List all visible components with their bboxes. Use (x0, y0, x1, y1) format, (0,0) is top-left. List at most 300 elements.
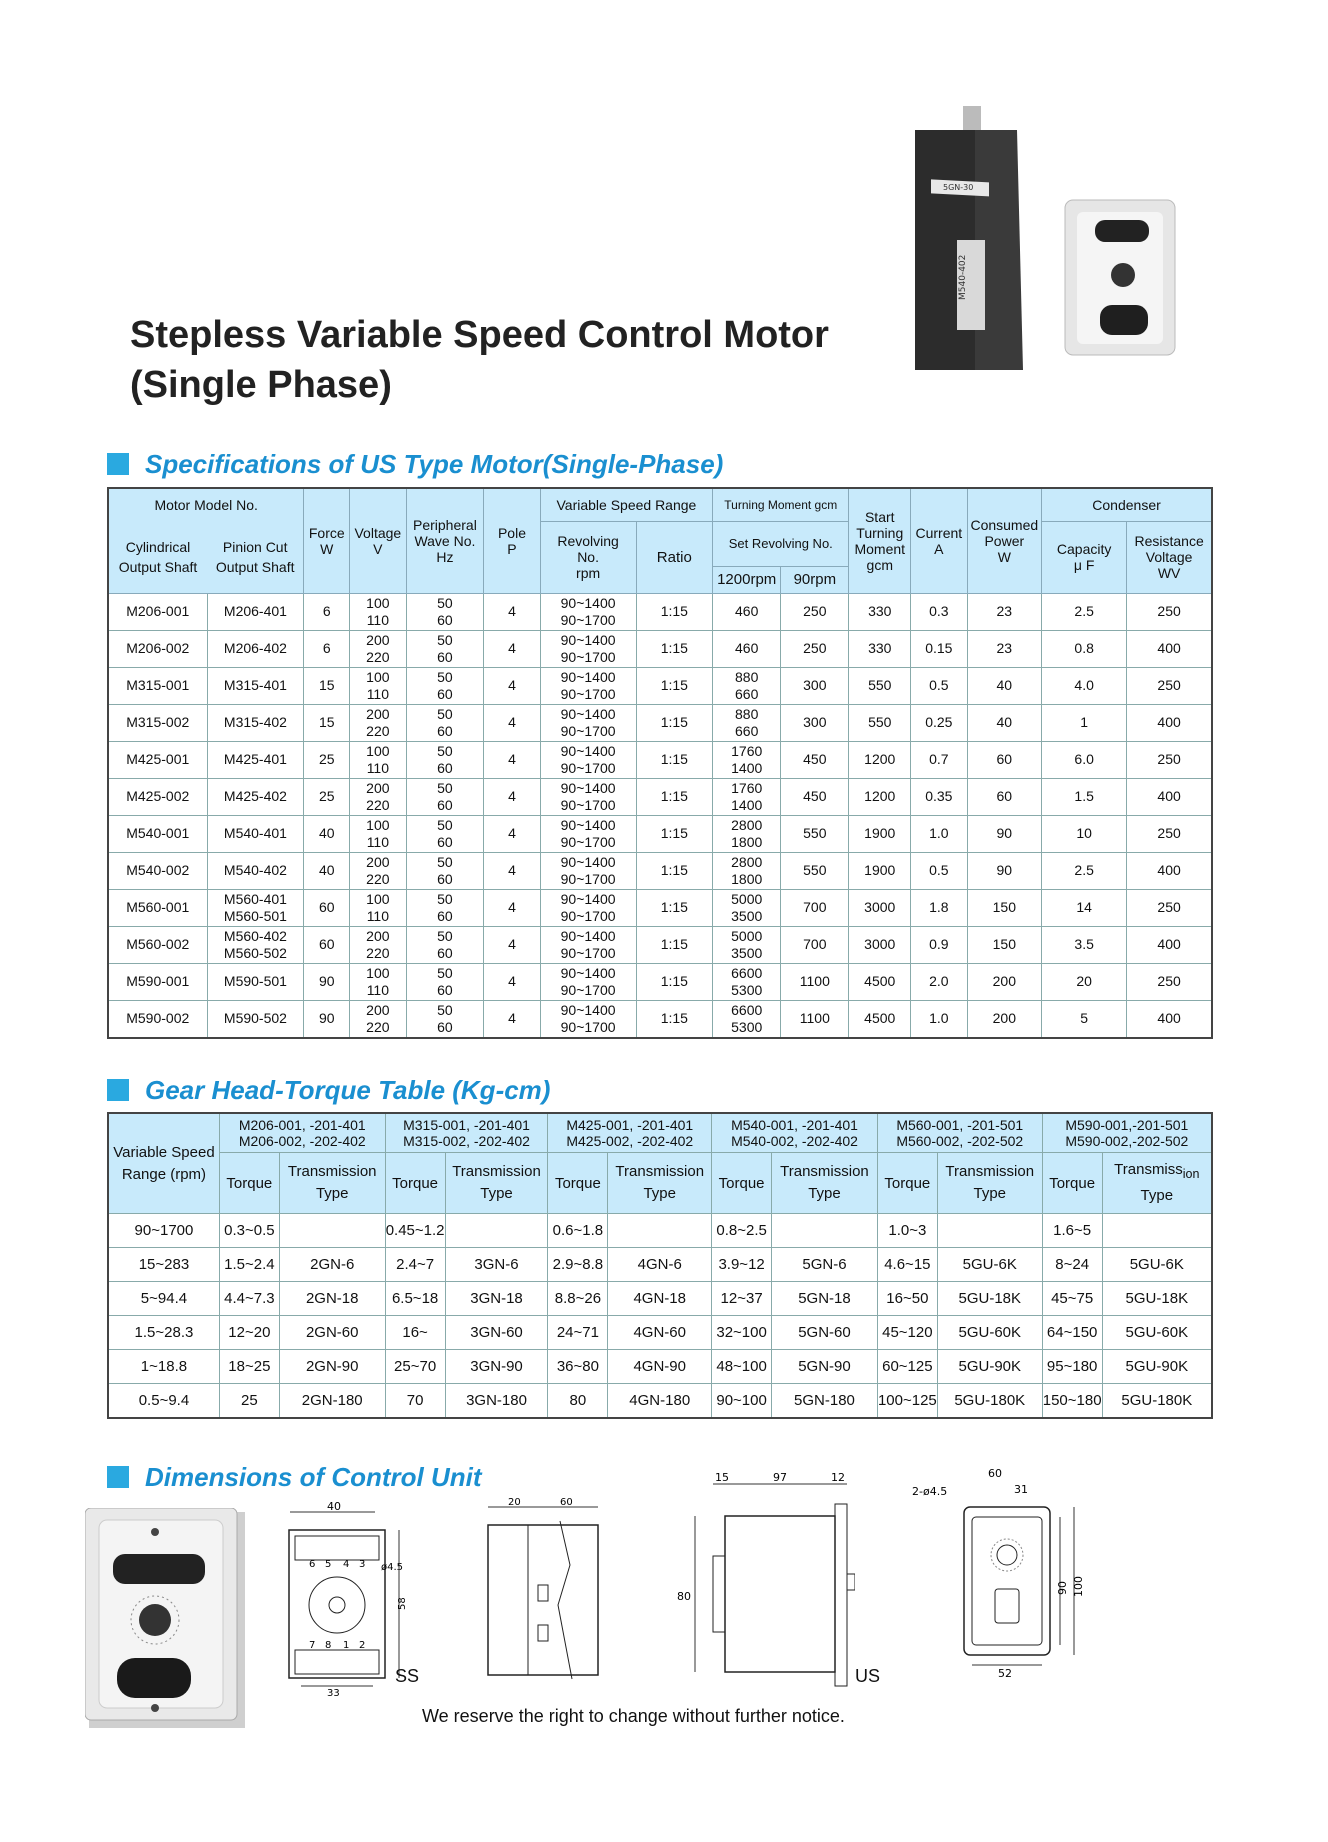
gear-type-cell (772, 1214, 878, 1248)
capacity-header: Capacity μ F (1042, 521, 1127, 593)
spec-cell-rev: 90~1400 90~1700 (540, 593, 636, 630)
gear-torque-header: Torque (712, 1153, 772, 1214)
gear-torque-cell: 32~100 (712, 1316, 772, 1350)
spec-cell-wv: 400 (1127, 1000, 1212, 1038)
spec-cell-force: 90 (304, 963, 350, 1000)
condenser-header: Condenser (1042, 488, 1212, 521)
spec-cell-force: 6 (304, 630, 350, 667)
spec-cell-cap: 3.5 (1042, 926, 1127, 963)
pin-8: 8 (325, 1640, 332, 1651)
gear-torque-cell: 150~180 (1042, 1384, 1102, 1419)
spec-cell-start: 1200 (849, 741, 911, 778)
gear-type-cell: 4GN-60 (608, 1316, 712, 1350)
spec-cell-cap: 10 (1042, 815, 1127, 852)
motor-label: 5GN-30 (943, 183, 974, 192)
gear-vsr-header: Variable Speed Range (rpm) (108, 1113, 219, 1214)
dim-100: 100 (1072, 1576, 1085, 1597)
gear-group-header-3: M425-001, -201-401 M425-002, -202-402 (548, 1113, 712, 1153)
spec-cell-wv: 250 (1127, 593, 1212, 630)
spec-row (108, 889, 1212, 926)
spec-cell-pin: M540-402 (207, 852, 304, 889)
spec-cell-pole: 4 (484, 926, 540, 963)
rpm1200-header: 1200rpm (713, 566, 781, 593)
gear-torque-cell: 6.5~18 (385, 1282, 445, 1316)
spec-cell-cap: 5 (1042, 1000, 1127, 1038)
gear-torque-cell: 1.5~2.4 (219, 1248, 279, 1282)
spec-cell-pole: 4 (484, 741, 540, 778)
spec-cell-wv: 250 (1127, 815, 1212, 852)
gear-torque-cell: 90~100 (712, 1384, 772, 1419)
ss-label: SS (395, 1666, 420, 1686)
gear-type-cell: 4GN-90 (608, 1350, 712, 1384)
motor-model-header: Motor Model No. (108, 488, 304, 521)
spec-cell-volt: 100 110 (350, 963, 406, 1000)
spec-cell-r90: 300 (781, 704, 849, 741)
spec-cell-r90: 550 (781, 815, 849, 852)
current-header: Current A (911, 488, 967, 593)
footer-note: We reserve the right to change without further notice. (422, 1706, 845, 1726)
spec-cell-start: 330 (849, 630, 911, 667)
spec-cell-r90: 1100 (781, 963, 849, 1000)
spec-cell-pole: 4 (484, 667, 540, 704)
spec-cell-volt: 100 110 (350, 667, 406, 704)
spec-cell-start: 550 (849, 704, 911, 741)
gear-row (108, 1384, 1212, 1419)
spec-cell-cyl: M540-001 (108, 815, 207, 852)
dim-33: 33 (327, 1688, 340, 1699)
dim-60-front: 60 (988, 1467, 1002, 1480)
gear-type-cell: 2GN-6 (279, 1248, 385, 1282)
spec-cell-r90: 700 (781, 926, 849, 963)
gear-transmission-header: Transmiss$_{ion}$ Type (1102, 1153, 1212, 1214)
spec-cell-cap: 4.0 (1042, 667, 1127, 704)
gear-row (108, 1248, 1212, 1282)
gear-torque-cell: 0.8~2.5 (712, 1214, 772, 1248)
gear-torque-cell: 0.45~1.2 (385, 1214, 445, 1248)
gear-type-cell (445, 1214, 548, 1248)
pin-6: 6 (309, 1559, 316, 1570)
gear-type-cell: 2GN-60 (279, 1316, 385, 1350)
spec-cell-hz: 50 60 (406, 778, 484, 815)
spec-cell-cap: 2.5 (1042, 593, 1127, 630)
power-header: Consumed Power W (967, 488, 1042, 593)
gear-type-cell: 5GU-180K (1102, 1384, 1212, 1419)
gear-group-header-6: M590-001,-201-501 M590-002,-202-502 (1042, 1113, 1212, 1153)
spec-row (108, 667, 1212, 704)
wave-header: Peripheral Wave No. Hz (406, 488, 484, 593)
spec-cell-cur: 1.0 (911, 1000, 967, 1038)
spec-cell-cap: 6.0 (1042, 741, 1127, 778)
gear-type-cell: 2GN-180 (279, 1384, 385, 1419)
pinion-header: Pinion Cut Output Shaft (207, 521, 304, 593)
spec-cell-pow: 90 (967, 815, 1042, 852)
dim-40: 40 (327, 1500, 341, 1513)
spec-cell-ratio: 1:15 (636, 1000, 713, 1038)
gear-torque-cell: 0.6~1.8 (548, 1214, 608, 1248)
gear-torque-cell: 24~71 (548, 1316, 608, 1350)
start-moment-header: Start Turning Moment gcm (849, 488, 911, 593)
spec-cell-rev: 90~1400 90~1700 (540, 630, 636, 667)
spec-cell-pin: M206-401 (207, 593, 304, 630)
gear-torque-cell: 45~75 (1042, 1282, 1102, 1316)
gear-type-cell: 4GN-18 (608, 1282, 712, 1316)
gear-type-cell: 5GN-6 (772, 1248, 878, 1282)
gear-type-cell: 3GN-180 (445, 1384, 548, 1419)
spec-cell-ratio: 1:15 (636, 815, 713, 852)
spec-cell-hz: 50 60 (406, 889, 484, 926)
spec-cell-start: 330 (849, 593, 911, 630)
spec-cell-start: 1900 (849, 815, 911, 852)
spec-cell-r1200: 1760 1400 (713, 741, 781, 778)
spec-cell-cyl: M590-001 (108, 963, 207, 1000)
gear-group-header-1: M206-001, -201-401 M206-002, -202-402 (219, 1113, 385, 1153)
vsr-header: Variable Speed Range (540, 488, 712, 521)
spec-cell-rev: 90~1400 90~1700 (540, 1000, 636, 1038)
spec-cell-pow: 40 (967, 667, 1042, 704)
spec-cell-pole: 4 (484, 593, 540, 630)
gear-torque-header: Torque (877, 1153, 937, 1214)
spec-cell-cur: 0.35 (911, 778, 967, 815)
force-header: Force W (304, 488, 350, 593)
spec-cell-start: 3000 (849, 926, 911, 963)
gear-torque-header: Torque (385, 1153, 445, 1214)
spec-cell-rev: 90~1400 90~1700 (540, 963, 636, 1000)
spec-cell-cur: 0.3 (911, 593, 967, 630)
spec-cell-cyl: M560-001 (108, 889, 207, 926)
gear-type-cell: 5GU-6K (937, 1248, 1042, 1282)
spec-cell-cur: 2.0 (911, 963, 967, 1000)
gear-torque-cell: 1.6~5 (1042, 1214, 1102, 1248)
gear-type-cell: 5GN-90 (772, 1350, 878, 1384)
spec-cell-volt: 200 220 (350, 926, 406, 963)
gear-torque-cell: 25 (219, 1384, 279, 1419)
spec-cell-wv: 250 (1127, 667, 1212, 704)
rev-header: Revolving No. rpm (540, 521, 636, 593)
spec-cell-cap: 1 (1042, 704, 1127, 741)
spec-cell-pin: M560-402 M560-502 (207, 926, 304, 963)
spec-cell-pow: 150 (967, 889, 1042, 926)
spec-cell-volt: 200 220 (350, 852, 406, 889)
gear-row (108, 1350, 1212, 1384)
spec-cell-force: 25 (304, 778, 350, 815)
gear-type-cell: 3GN-90 (445, 1350, 548, 1384)
gear-torque-cell: 25~70 (385, 1350, 445, 1384)
spec-cell-force: 6 (304, 593, 350, 630)
spec-cell-cyl: M206-001 (108, 593, 207, 630)
resistance-header: Resistance Voltage WV (1127, 521, 1212, 593)
spec-cell-ratio: 1:15 (636, 963, 713, 1000)
spec-row (108, 852, 1212, 889)
spec-cell-r90: 250 (781, 593, 849, 630)
title-line-1: Stepless Variable Speed Control Motor (130, 314, 829, 356)
control-unit-photo (85, 1508, 250, 1733)
spec-cell-rev: 90~1400 90~1700 (540, 815, 636, 852)
dim-60-side: 60 (560, 1497, 573, 1508)
spec-cell-wv: 250 (1127, 889, 1212, 926)
spec-cell-pole: 4 (484, 815, 540, 852)
spec-cell-volt: 200 220 (350, 1000, 406, 1038)
gear-type-cell: 5GN-18 (772, 1282, 878, 1316)
spec-cell-cur: 0.5 (911, 852, 967, 889)
spec-cell-pin: M425-401 (207, 741, 304, 778)
spec-cell-r1200: 2800 1800 (713, 852, 781, 889)
spec-cell-pin: M560-401 M560-501 (207, 889, 304, 926)
spec-cell-rev: 90~1400 90~1700 (540, 926, 636, 963)
gear-torque-cell: 80 (548, 1384, 608, 1419)
spec-cell-hz: 50 60 (406, 704, 484, 741)
spec-cell-rev: 90~1400 90~1700 (540, 704, 636, 741)
spec-cell-volt: 100 110 (350, 593, 406, 630)
spec-table (107, 487, 1213, 1039)
spec-cell-ratio: 1:15 (636, 593, 713, 630)
spec-cell-cyl: M590-002 (108, 1000, 207, 1038)
page-title (130, 310, 829, 410)
gear-type-cell (608, 1214, 712, 1248)
gear-range-cell: 5~94.4 (108, 1282, 219, 1316)
gear-range-cell: 0.5~9.4 (108, 1384, 219, 1419)
spec-cell-pole: 4 (484, 1000, 540, 1038)
gear-torque-cell: 95~180 (1042, 1350, 1102, 1384)
spec-cell-start: 1200 (849, 778, 911, 815)
spec-cell-start: 4500 (849, 1000, 911, 1038)
spec-cell-hz: 50 60 (406, 593, 484, 630)
dim-80: 80 (677, 1590, 691, 1603)
spec-cell-rev: 90~1400 90~1700 (540, 667, 636, 704)
gear-torque-cell: 4.6~15 (877, 1248, 937, 1282)
spec-cell-pow: 40 (967, 704, 1042, 741)
spec-cell-wv: 250 (1127, 741, 1212, 778)
spec-cell-volt: 200 220 (350, 778, 406, 815)
voltage-header: Voltage V (350, 488, 406, 593)
spec-cell-r90: 1100 (781, 1000, 849, 1038)
gear-type-cell: 4GN-180 (608, 1384, 712, 1419)
us-label: US (855, 1666, 881, 1686)
gear-type-cell: 3GN-18 (445, 1282, 548, 1316)
gear-row (108, 1316, 1212, 1350)
spec-cell-r1200: 5000 3500 (713, 926, 781, 963)
spec-cell-r90: 550 (781, 852, 849, 889)
spec-cell-pole: 4 (484, 630, 540, 667)
spec-row (108, 741, 1212, 778)
spec-cell-cyl: M425-001 (108, 741, 207, 778)
gear-transmission-header: Transmission Type (279, 1153, 385, 1214)
gear-transmission-header: Transmission Type (608, 1153, 712, 1214)
gear-type-cell: 5GU-90K (1102, 1350, 1212, 1384)
gear-type-cell: 5GN-60 (772, 1316, 878, 1350)
spec-cell-hz: 50 60 (406, 741, 484, 778)
spec-cell-r1200: 880 660 (713, 704, 781, 741)
rpm90-header: 90rpm (781, 566, 849, 593)
spec-cell-start: 3000 (849, 889, 911, 926)
gear-torque-cell: 8.8~26 (548, 1282, 608, 1316)
gear-type-cell: 5GN-180 (772, 1384, 878, 1419)
dim-2phi45: 2-ø4.5 (912, 1485, 948, 1498)
dim-12: 12 (831, 1471, 845, 1484)
gear-torque-cell: 3.9~12 (712, 1248, 772, 1282)
spec-cell-cap: 20 (1042, 963, 1127, 1000)
gear-torque-header: Torque (548, 1153, 608, 1214)
spec-cell-ratio: 1:15 (636, 630, 713, 667)
gear-range-cell: 90~1700 (108, 1214, 219, 1248)
motor-model-label: M540-402 (958, 254, 968, 300)
us-side-drawing (665, 1470, 855, 1690)
gear-torque-cell: 1.0~3 (877, 1214, 937, 1248)
spec-row (108, 593, 1212, 630)
spec-cell-start: 550 (849, 667, 911, 704)
spec-cell-rev: 90~1400 90~1700 (540, 852, 636, 889)
spec-cell-cur: 0.5 (911, 667, 967, 704)
spec-row (108, 963, 1212, 1000)
spec-cell-pow: 200 (967, 1000, 1042, 1038)
dim-31: 31 (1014, 1483, 1028, 1496)
gear-torque-cell: 100~125 (877, 1384, 937, 1419)
spec-cell-r90: 300 (781, 667, 849, 704)
spec-cell-force: 15 (304, 704, 350, 741)
gear-type-cell: 5GU-180K (937, 1384, 1042, 1419)
gear-torque-cell: 60~125 (877, 1350, 937, 1384)
gear-type-cell (937, 1214, 1042, 1248)
spec-cell-force: 60 (304, 926, 350, 963)
spec-cell-pin: M425-402 (207, 778, 304, 815)
gear-group-header-5: M560-001, -201-501 M560-002, -202-502 (877, 1113, 1042, 1153)
spec-cell-pin: M590-502 (207, 1000, 304, 1038)
dim-15: 15 (715, 1471, 729, 1484)
us-front-drawing (910, 1465, 1085, 1695)
spec-row (108, 704, 1212, 741)
spec-cell-force: 90 (304, 1000, 350, 1038)
gear-range-cell: 1~18.8 (108, 1350, 219, 1384)
spec-cell-cur: 0.25 (911, 704, 967, 741)
spec-section-heading: Specifications of US Type Motor(Single-Phase) (107, 449, 723, 480)
spec-cell-pole: 4 (484, 852, 540, 889)
spec-cell-ratio: 1:15 (636, 667, 713, 704)
spec-cell-cur: 0.9 (911, 926, 967, 963)
spec-cell-r1200: 460 (713, 630, 781, 667)
gear-torque-cell: 70 (385, 1384, 445, 1419)
spec-cell-pin: M590-501 (207, 963, 304, 1000)
spec-cell-ratio: 1:15 (636, 926, 713, 963)
spec-cell-r1200: 1760 1400 (713, 778, 781, 815)
gear-torque-header: Torque (219, 1153, 279, 1214)
spec-row (108, 1000, 1212, 1038)
spec-cell-start: 4500 (849, 963, 911, 1000)
pin-3: 3 (359, 1559, 366, 1570)
spec-cell-pole: 4 (484, 963, 540, 1000)
spec-cell-r1200: 5000 3500 (713, 889, 781, 926)
spec-cell-cap: 14 (1042, 889, 1127, 926)
spec-cell-pole: 4 (484, 704, 540, 741)
gear-torque-cell: 2.4~7 (385, 1248, 445, 1282)
spec-cell-cyl: M425-002 (108, 778, 207, 815)
pole-header: Pole P (484, 488, 540, 593)
spec-cell-r90: 450 (781, 741, 849, 778)
gear-transmission-header: Transmission Type (445, 1153, 548, 1214)
spec-cell-cur: 0.7 (911, 741, 967, 778)
gear-torque-cell: 18~25 (219, 1350, 279, 1384)
gear-type-cell: 3GN-6 (445, 1248, 548, 1282)
spec-cell-wv: 400 (1127, 852, 1212, 889)
gear-group-header-2: M315-001, -201-401 M315-002, -202-402 (385, 1113, 548, 1153)
gear-torque-cell: 0.3~0.5 (219, 1214, 279, 1248)
spec-cell-pin: M315-401 (207, 667, 304, 704)
gear-torque-cell: 8~24 (1042, 1248, 1102, 1282)
spec-cell-wv: 400 (1127, 704, 1212, 741)
spec-cell-pole: 4 (484, 889, 540, 926)
spec-cell-r1200: 880 660 (713, 667, 781, 704)
spec-cell-hz: 50 60 (406, 667, 484, 704)
gear-type-cell: 4GN-6 (608, 1248, 712, 1282)
spec-row (108, 778, 1212, 815)
spec-cell-cap: 2.5 (1042, 852, 1127, 889)
spec-cell-pow: 60 (967, 778, 1042, 815)
pin-5: 5 (325, 1559, 332, 1570)
spec-cell-force: 15 (304, 667, 350, 704)
set-rev-header: Set Revolving No. (713, 521, 849, 566)
gear-torque-cell: 48~100 (712, 1350, 772, 1384)
title-line-2: (Single Phase) (130, 364, 392, 406)
gear-torque-header: Torque (1042, 1153, 1102, 1214)
spec-cell-pin: M540-401 (207, 815, 304, 852)
gear-type-cell: 5GU-18K (937, 1282, 1042, 1316)
spec-cell-ratio: 1:15 (636, 704, 713, 741)
spec-cell-hz: 50 60 (406, 926, 484, 963)
section-marker (107, 453, 129, 475)
section-marker (107, 1079, 129, 1101)
spec-row (108, 815, 1212, 852)
spec-cell-hz: 50 60 (406, 963, 484, 1000)
gear-torque-cell: 64~150 (1042, 1316, 1102, 1350)
gear-torque-cell: 12~20 (219, 1316, 279, 1350)
spec-cell-pow: 200 (967, 963, 1042, 1000)
ss-front-drawing (275, 1500, 415, 1700)
spec-cell-pow: 90 (967, 852, 1042, 889)
spec-cell-volt: 100 110 (350, 815, 406, 852)
gear-type-cell: 5GU-60K (937, 1316, 1042, 1350)
gear-torque-cell: 36~80 (548, 1350, 608, 1384)
gear-torque-cell: 2.9~8.8 (548, 1248, 608, 1282)
ratio-header: Ratio (636, 521, 713, 593)
spec-cell-cur: 1.0 (911, 815, 967, 852)
spec-cell-cur: 0.15 (911, 630, 967, 667)
spec-cell-force: 40 (304, 852, 350, 889)
spec-cell-volt: 100 110 (350, 741, 406, 778)
gear-range-cell: 15~283 (108, 1248, 219, 1282)
gear-type-cell: 2GN-18 (279, 1282, 385, 1316)
spec-cell-cyl: M540-002 (108, 852, 207, 889)
spec-cell-volt: 100 110 (350, 889, 406, 926)
spec-cell-pow: 60 (967, 741, 1042, 778)
spec-cell-cyl: M315-001 (108, 667, 207, 704)
spec-cell-r90: 450 (781, 778, 849, 815)
spec-cell-hz: 50 60 (406, 815, 484, 852)
spec-cell-wv: 400 (1127, 778, 1212, 815)
gear-type-cell: 5GU-90K (937, 1350, 1042, 1384)
gear-transmission-header: Transmission Type (937, 1153, 1042, 1214)
spec-cell-cyl: M206-002 (108, 630, 207, 667)
spec-cell-force: 25 (304, 741, 350, 778)
dim-20: 20 (508, 1497, 521, 1508)
pin-7: 7 (309, 1640, 316, 1651)
ss-side-drawing (480, 1495, 605, 1685)
turning-moment-header: Turning Moment gcm (713, 488, 849, 521)
spec-cell-cur: 1.8 (911, 889, 967, 926)
gear-type-cell (279, 1214, 385, 1248)
cyl-header: Cylindrical Output Shaft (108, 521, 207, 593)
spec-cell-force: 40 (304, 815, 350, 852)
dim-52: 52 (998, 1667, 1012, 1680)
spec-cell-volt: 200 220 (350, 630, 406, 667)
spec-cell-rev: 90~1400 90~1700 (540, 741, 636, 778)
